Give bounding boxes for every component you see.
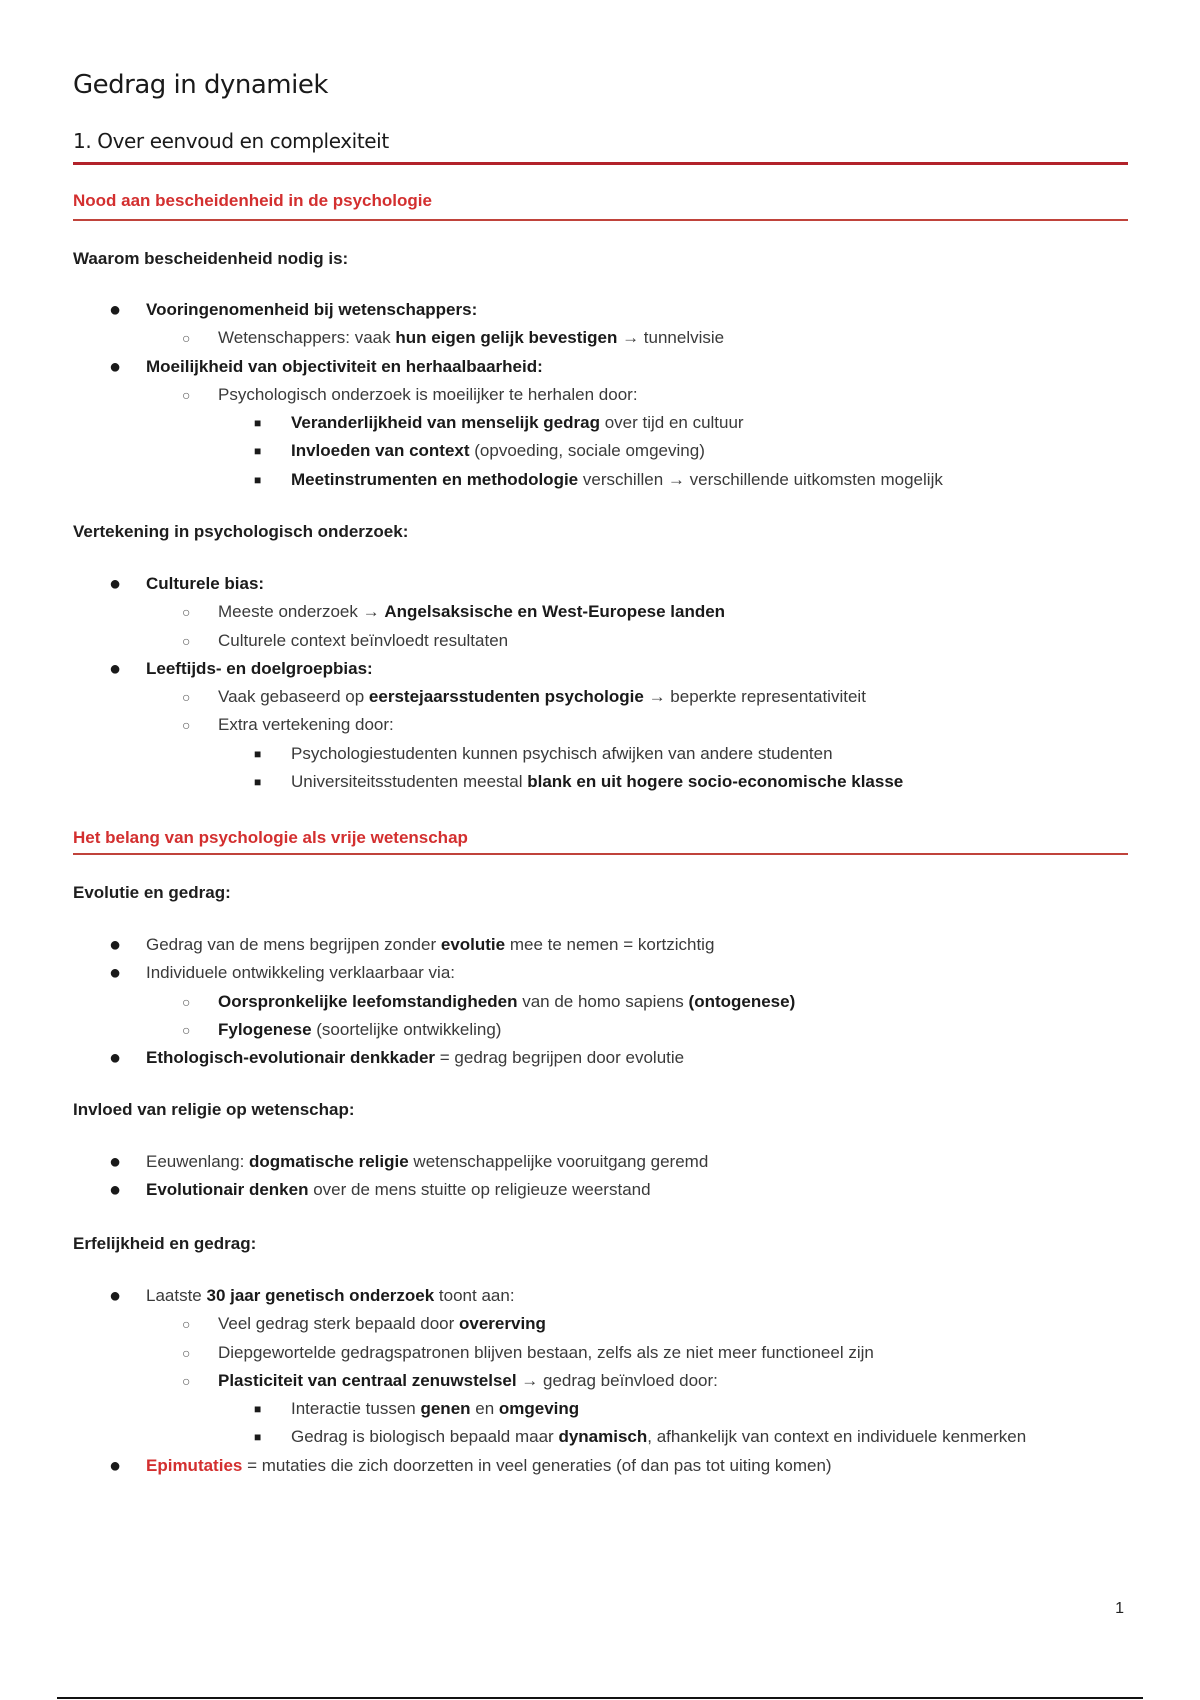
section-heading-vrije-wetenschap: Het belang van psychologie als vrije wetenschap	[73, 828, 468, 847]
list-evolutie	[73, 931, 1133, 1072]
chapter-title: 1. Over eenvoud en complexiteit	[73, 129, 389, 153]
bullet-marker: ●	[109, 657, 122, 680]
list-vertekening	[73, 570, 1133, 796]
list-item: ● Epimutaties = mutaties die zich doorzetten in veel generaties (of dan pas tot uiting komen)	[73, 1452, 1133, 1480]
subheading-evolutie: Evolutie en gedrag:	[73, 883, 231, 902]
circle-marker: ○	[182, 386, 191, 403]
list-item: ○ Extra vertekening door:	[73, 711, 1133, 739]
highlighted-term: Epimutaties	[146, 1455, 243, 1475]
circle-marker: ○	[182, 1344, 191, 1361]
list-item: ■ Invloeden van context (opvoeding, sociale omgeving)	[73, 437, 1133, 465]
circle-marker: ○	[182, 689, 191, 706]
section-heading-bescheidenheid: Nood aan bescheidenheid in de psychologie	[73, 191, 432, 210]
square-marker: ■	[254, 1402, 262, 1417]
list-item: ● Moeilijkheid van objectiviteit en herhaalbaarheid:	[73, 353, 1133, 381]
square-marker: ■	[254, 775, 262, 790]
square-marker: ■	[254, 746, 262, 761]
circle-marker: ○	[182, 1021, 191, 1038]
bullet-marker: ●	[109, 962, 122, 985]
footer-divider	[57, 1697, 1143, 1699]
list-item: ○ Vaak gebaseerd op eerstejaarsstudenten psychologie → beperkte representativiteit	[73, 683, 1133, 711]
bullet-marker: ●	[109, 1179, 122, 1202]
list-item: ○ Wetenschappers: vaak hun eigen gelijk bevestigen → tunnelvisie	[73, 324, 1133, 352]
list-item: ■ Veranderlijkheid van menselijk gedrag over tijd en cultuur	[73, 409, 1133, 437]
list-item: ● Laatste 30 jaar genetisch onderzoek toont aan:	[73, 1282, 1133, 1310]
bullet-marker: ●	[109, 1454, 122, 1477]
list-item: ● Individuele ontwikkeling verklaarbaar via:	[73, 959, 1133, 987]
square-marker: ■	[254, 416, 262, 431]
list-item: ■ Psychologiestudenten kunnen psychisch afwijken van andere studenten	[73, 740, 1133, 768]
subheading-waarom: Waarom bescheidenheid nodig is:	[73, 249, 349, 268]
list-item: ■ Interactie tussen genen en omgeving	[73, 1395, 1133, 1423]
list-item: ○ Fylogenese (soortelijke ontwikkeling)	[73, 1016, 1133, 1044]
list-religie	[73, 1148, 1133, 1205]
bullet-marker: ●	[109, 934, 122, 956]
section-divider	[73, 853, 1128, 855]
list-item: ■ Universiteitsstudenten meestal blank en uit hogere socio-economische klasse	[73, 768, 1133, 796]
list-erfelijkheid	[73, 1282, 1133, 1480]
bullet-marker: ●	[109, 573, 122, 595]
page-number: 1	[1115, 1600, 1124, 1617]
bullet-marker: ●	[109, 1151, 122, 1173]
list-item: ○ Plasticiteit van centraal zenuwstelsel → gedrag beïnvloed door:	[73, 1367, 1133, 1395]
bullet-marker: ●	[109, 355, 122, 378]
subheading-religie: Invloed van religie op wetenschap:	[73, 1100, 355, 1119]
list-item: ● Leeftijds- en doelgroepbias:	[73, 655, 1133, 683]
chapter-divider	[73, 162, 1128, 165]
circle-marker: ○	[182, 604, 191, 621]
list-item: ● Gedrag van de mens begrijpen zonder evolutie mee te nemen = kortzichtig	[73, 931, 1133, 959]
subheading-vertekening: Vertekening in psychologisch onderzoek:	[73, 522, 409, 541]
list-item: ○ Meeste onderzoek → Angelsaksische en West-Europese landen	[73, 598, 1133, 626]
subheading-erfelijkheid: Erfelijkheid en gedrag:	[73, 1234, 257, 1253]
circle-marker: ○	[182, 993, 191, 1010]
list-item: ■ Meetinstrumenten en methodologie verschillen → verschillende uitkomsten mogelijk	[73, 466, 1133, 494]
circle-marker: ○	[182, 632, 191, 649]
circle-marker: ○	[182, 1316, 191, 1333]
list-item: ● Vooringenomenheid bij wetenschappers:	[73, 296, 1133, 324]
circle-marker: ○	[182, 717, 191, 734]
circle-marker: ○	[182, 330, 191, 347]
bullet-marker: ●	[109, 1285, 122, 1307]
list-item: ○ Culturele context beïnvloedt resultaten	[73, 627, 1133, 655]
square-marker: ■	[254, 472, 262, 487]
list-item: ■ Gedrag is biologisch bepaald maar dynamisch, afhankelijk van context en individuele kenmerken	[73, 1423, 1133, 1451]
square-marker: ■	[254, 444, 262, 459]
list-item: ○ Veel gedrag sterk bepaald door overerving	[73, 1310, 1133, 1338]
list-item: ○ Psychologisch onderzoek is moeilijker te herhalen door:	[73, 381, 1133, 409]
list-item: ○ Diepgewortelde gedragspatronen blijven bestaan, zelfs als ze niet meer functioneel zijn	[73, 1339, 1133, 1367]
bullet-marker: ●	[109, 299, 122, 321]
square-marker: ■	[254, 1430, 262, 1445]
circle-marker: ○	[182, 1372, 191, 1389]
section-divider	[73, 219, 1128, 221]
list-item: ● Ethologisch-evolutionair denkkader = gedrag begrijpen door evolutie	[73, 1044, 1133, 1072]
list-item: ○ Oorspronkelijke leefomstandigheden van de homo sapiens (ontogenese)	[73, 988, 1133, 1016]
document-title: Gedrag in dynamiek	[73, 70, 328, 100]
list-item: ● Culturele bias:	[73, 570, 1133, 598]
list-item: ● Evolutionair denken over de mens stuitte op religieuze weerstand	[73, 1176, 1133, 1204]
list-item: ● Eeuwenlang: dogmatische religie wetenschappelijke vooruitgang geremd	[73, 1148, 1133, 1176]
bullet-marker: ●	[109, 1047, 122, 1070]
list-waarom	[73, 296, 1133, 494]
